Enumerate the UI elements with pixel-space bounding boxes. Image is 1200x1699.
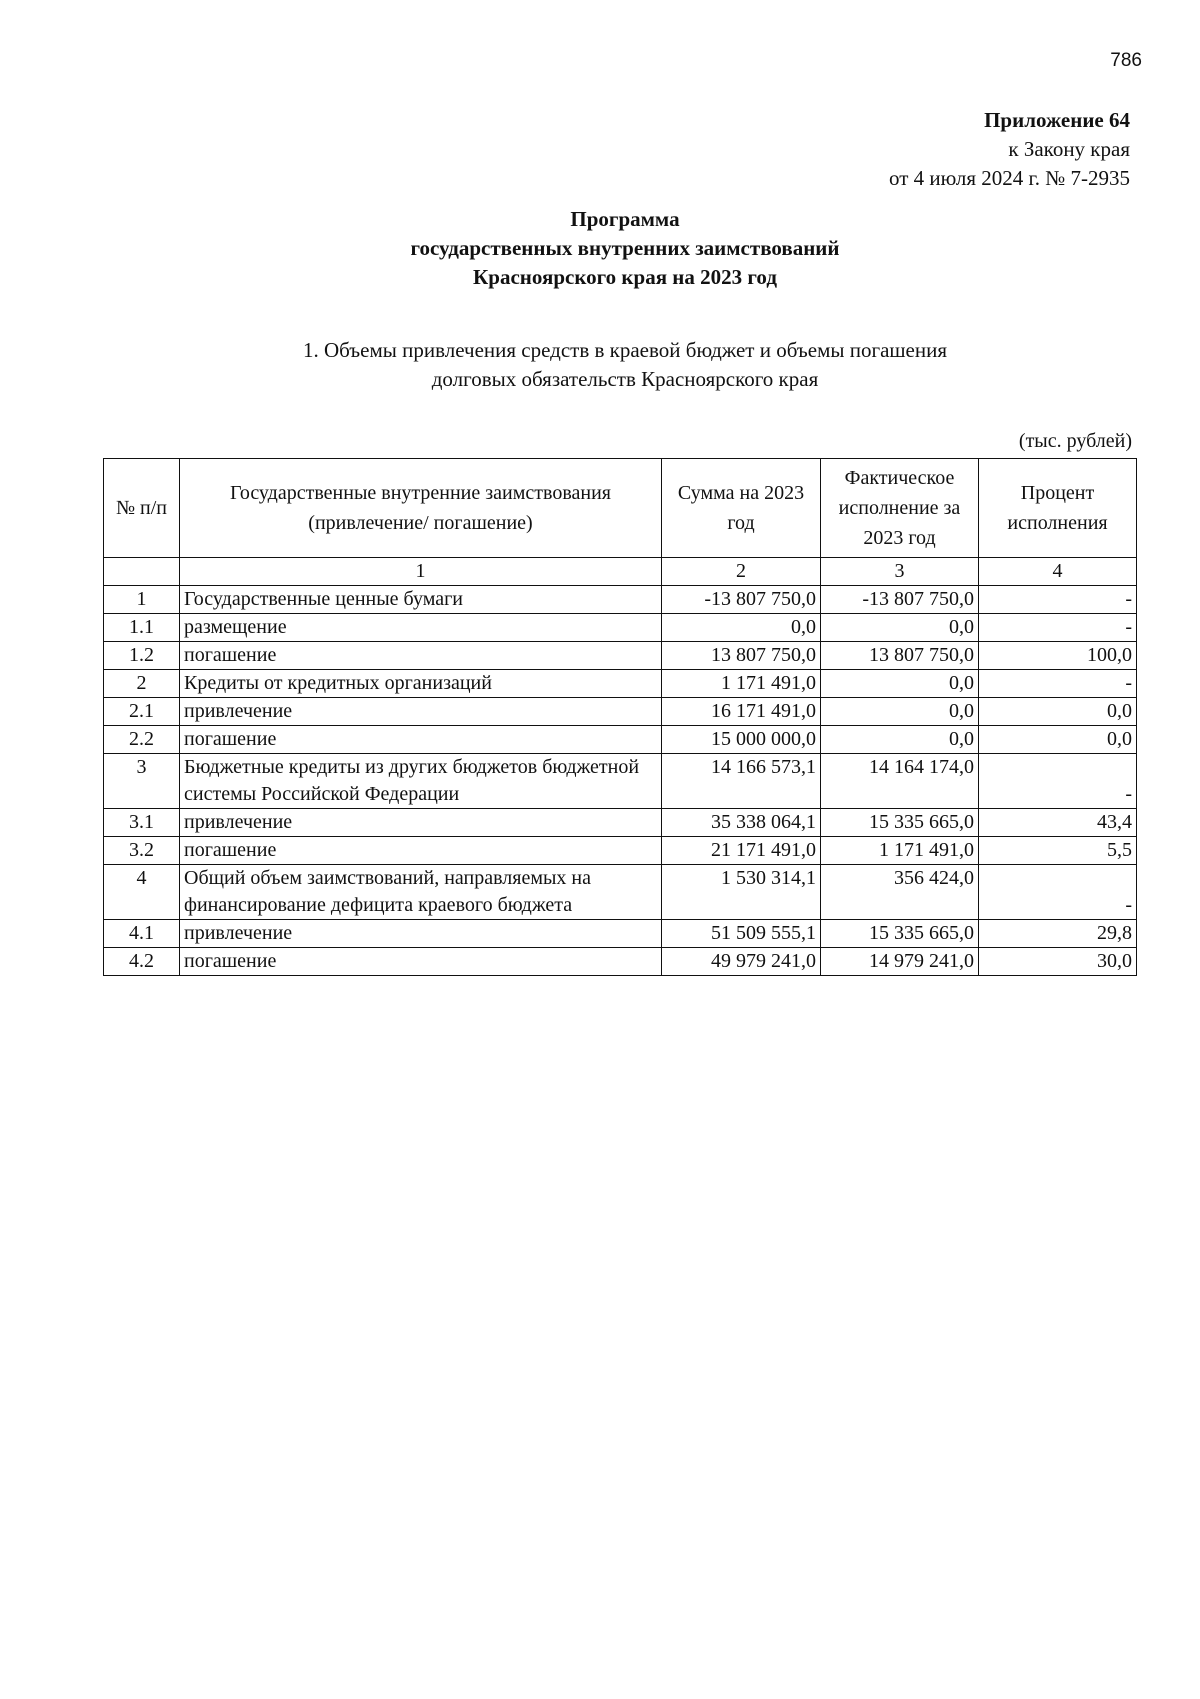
row-percent: 100,0 — [979, 642, 1137, 670]
row-number: 4.1 — [104, 920, 180, 948]
header-name: Государственные внутренние заимствования (привлечение/ погашение) — [180, 459, 662, 558]
borrowing-table — [103, 458, 1137, 976]
appendix-title: Приложение 64 — [984, 108, 1130, 132]
appendix-law: к Закону края — [1008, 137, 1130, 161]
row-actual: 0,0 — [821, 670, 979, 698]
row-number: 1.1 — [104, 614, 180, 642]
row-percent: 5,5 — [979, 837, 1137, 865]
column-number: 4 — [979, 558, 1137, 586]
row-name: привлечение — [180, 698, 662, 726]
title-line-1: Программа — [570, 207, 680, 231]
row-percent: 43,4 — [979, 809, 1137, 837]
row-number: 4.2 — [104, 948, 180, 976]
table-row — [104, 948, 1137, 976]
row-actual: 15 335 665,0 — [821, 809, 979, 837]
row-number: 1.2 — [104, 642, 180, 670]
row-actual: 0,0 — [821, 614, 979, 642]
row-sum: 21 171 491,0 — [662, 837, 821, 865]
row-number: 1 — [104, 586, 180, 614]
row-name: Общий объем заимствований, направляемых на финансирование дефицита краевого бюджета — [180, 865, 662, 920]
header-percent: Процент исполнения — [979, 459, 1137, 558]
table-row — [104, 809, 1137, 837]
row-percent: - — [979, 865, 1137, 920]
row-percent: 0,0 — [979, 726, 1137, 754]
row-percent: - — [979, 586, 1137, 614]
row-number: 2.1 — [104, 698, 180, 726]
row-percent: - — [979, 754, 1137, 809]
table-row — [104, 642, 1137, 670]
row-number: 3.2 — [104, 837, 180, 865]
row-sum: 13 807 750,0 — [662, 642, 821, 670]
units-label: (тыс. рублей) — [1018, 430, 1132, 452]
row-actual: -13 807 750,0 — [821, 586, 979, 614]
row-number: 4 — [104, 865, 180, 920]
row-actual: 0,0 — [821, 698, 979, 726]
row-sum: 1 530 314,1 — [662, 865, 821, 920]
row-percent: - — [979, 614, 1137, 642]
row-number: 3.1 — [104, 809, 180, 837]
header-num: № п/п — [104, 459, 180, 558]
table-row — [104, 920, 1137, 948]
row-number: 2 — [104, 670, 180, 698]
row-name: привлечение — [180, 809, 662, 837]
row-sum: -13 807 750,0 — [662, 586, 821, 614]
row-name: привлечение — [180, 920, 662, 948]
table-row — [104, 837, 1137, 865]
row-sum: 15 000 000,0 — [662, 726, 821, 754]
appendix-block — [889, 106, 1130, 193]
section-heading — [0, 336, 1200, 394]
table-row — [104, 726, 1137, 754]
row-name: Государственные ценные бумаги — [180, 586, 662, 614]
section-line-2: долговых обязательств Красноярского края — [431, 367, 819, 391]
row-name: погашение — [180, 726, 662, 754]
column-number — [104, 558, 180, 586]
row-percent: - — [979, 670, 1137, 698]
table-header-row — [104, 459, 1137, 558]
row-name: Кредиты от кредитных организаций — [180, 670, 662, 698]
title-line-3: Красноярского края на 2023 год — [473, 265, 777, 289]
row-sum: 49 979 241,0 — [662, 948, 821, 976]
row-sum: 16 171 491,0 — [662, 698, 821, 726]
table-row — [104, 698, 1137, 726]
title-line-2: государственных внутренних заимствований — [410, 236, 840, 260]
table-row — [104, 586, 1137, 614]
row-actual: 13 807 750,0 — [821, 642, 979, 670]
row-actual: 15 335 665,0 — [821, 920, 979, 948]
row-sum: 0,0 — [662, 614, 821, 642]
row-name: погашение — [180, 642, 662, 670]
row-number: 2.2 — [104, 726, 180, 754]
section-line-1: 1. Объемы привлечения средств в краевой бюджет и объемы погашения — [302, 338, 948, 362]
row-sum: 51 509 555,1 — [662, 920, 821, 948]
row-percent: 30,0 — [979, 948, 1137, 976]
row-sum: 35 338 064,1 — [662, 809, 821, 837]
row-number: 3 — [104, 754, 180, 809]
row-percent: 0,0 — [979, 698, 1137, 726]
table-row — [104, 865, 1137, 920]
row-sum: 14 166 573,1 — [662, 754, 821, 809]
row-actual: 1 171 491,0 — [821, 837, 979, 865]
row-actual: 14 979 241,0 — [821, 948, 979, 976]
row-actual: 356 424,0 — [821, 865, 979, 920]
row-actual: 0,0 — [821, 726, 979, 754]
column-number: 2 — [662, 558, 821, 586]
row-percent: 29,8 — [979, 920, 1137, 948]
row-sum: 1 171 491,0 — [662, 670, 821, 698]
table-row — [104, 614, 1137, 642]
column-number: 1 — [180, 558, 662, 586]
table-row — [104, 670, 1137, 698]
table-row — [104, 754, 1137, 809]
row-name: Бюджетные кредиты из других бюджетов бюджетной системы Российской Федерации — [180, 754, 662, 809]
column-number: 3 — [821, 558, 979, 586]
page-number: 786 — [1110, 50, 1142, 71]
header-actual: Фактическое исполнение за 2023 год — [821, 459, 979, 558]
header-sum: Сумма на 2023 год — [662, 459, 821, 558]
row-actual: 14 164 174,0 — [821, 754, 979, 809]
document-title — [0, 205, 1200, 292]
row-name: погашение — [180, 948, 662, 976]
column-number-row — [104, 558, 1137, 586]
row-name: погашение — [180, 837, 662, 865]
row-name: размещение — [180, 614, 662, 642]
appendix-date: от 4 июля 2024 г. № 7-2935 — [889, 166, 1130, 190]
